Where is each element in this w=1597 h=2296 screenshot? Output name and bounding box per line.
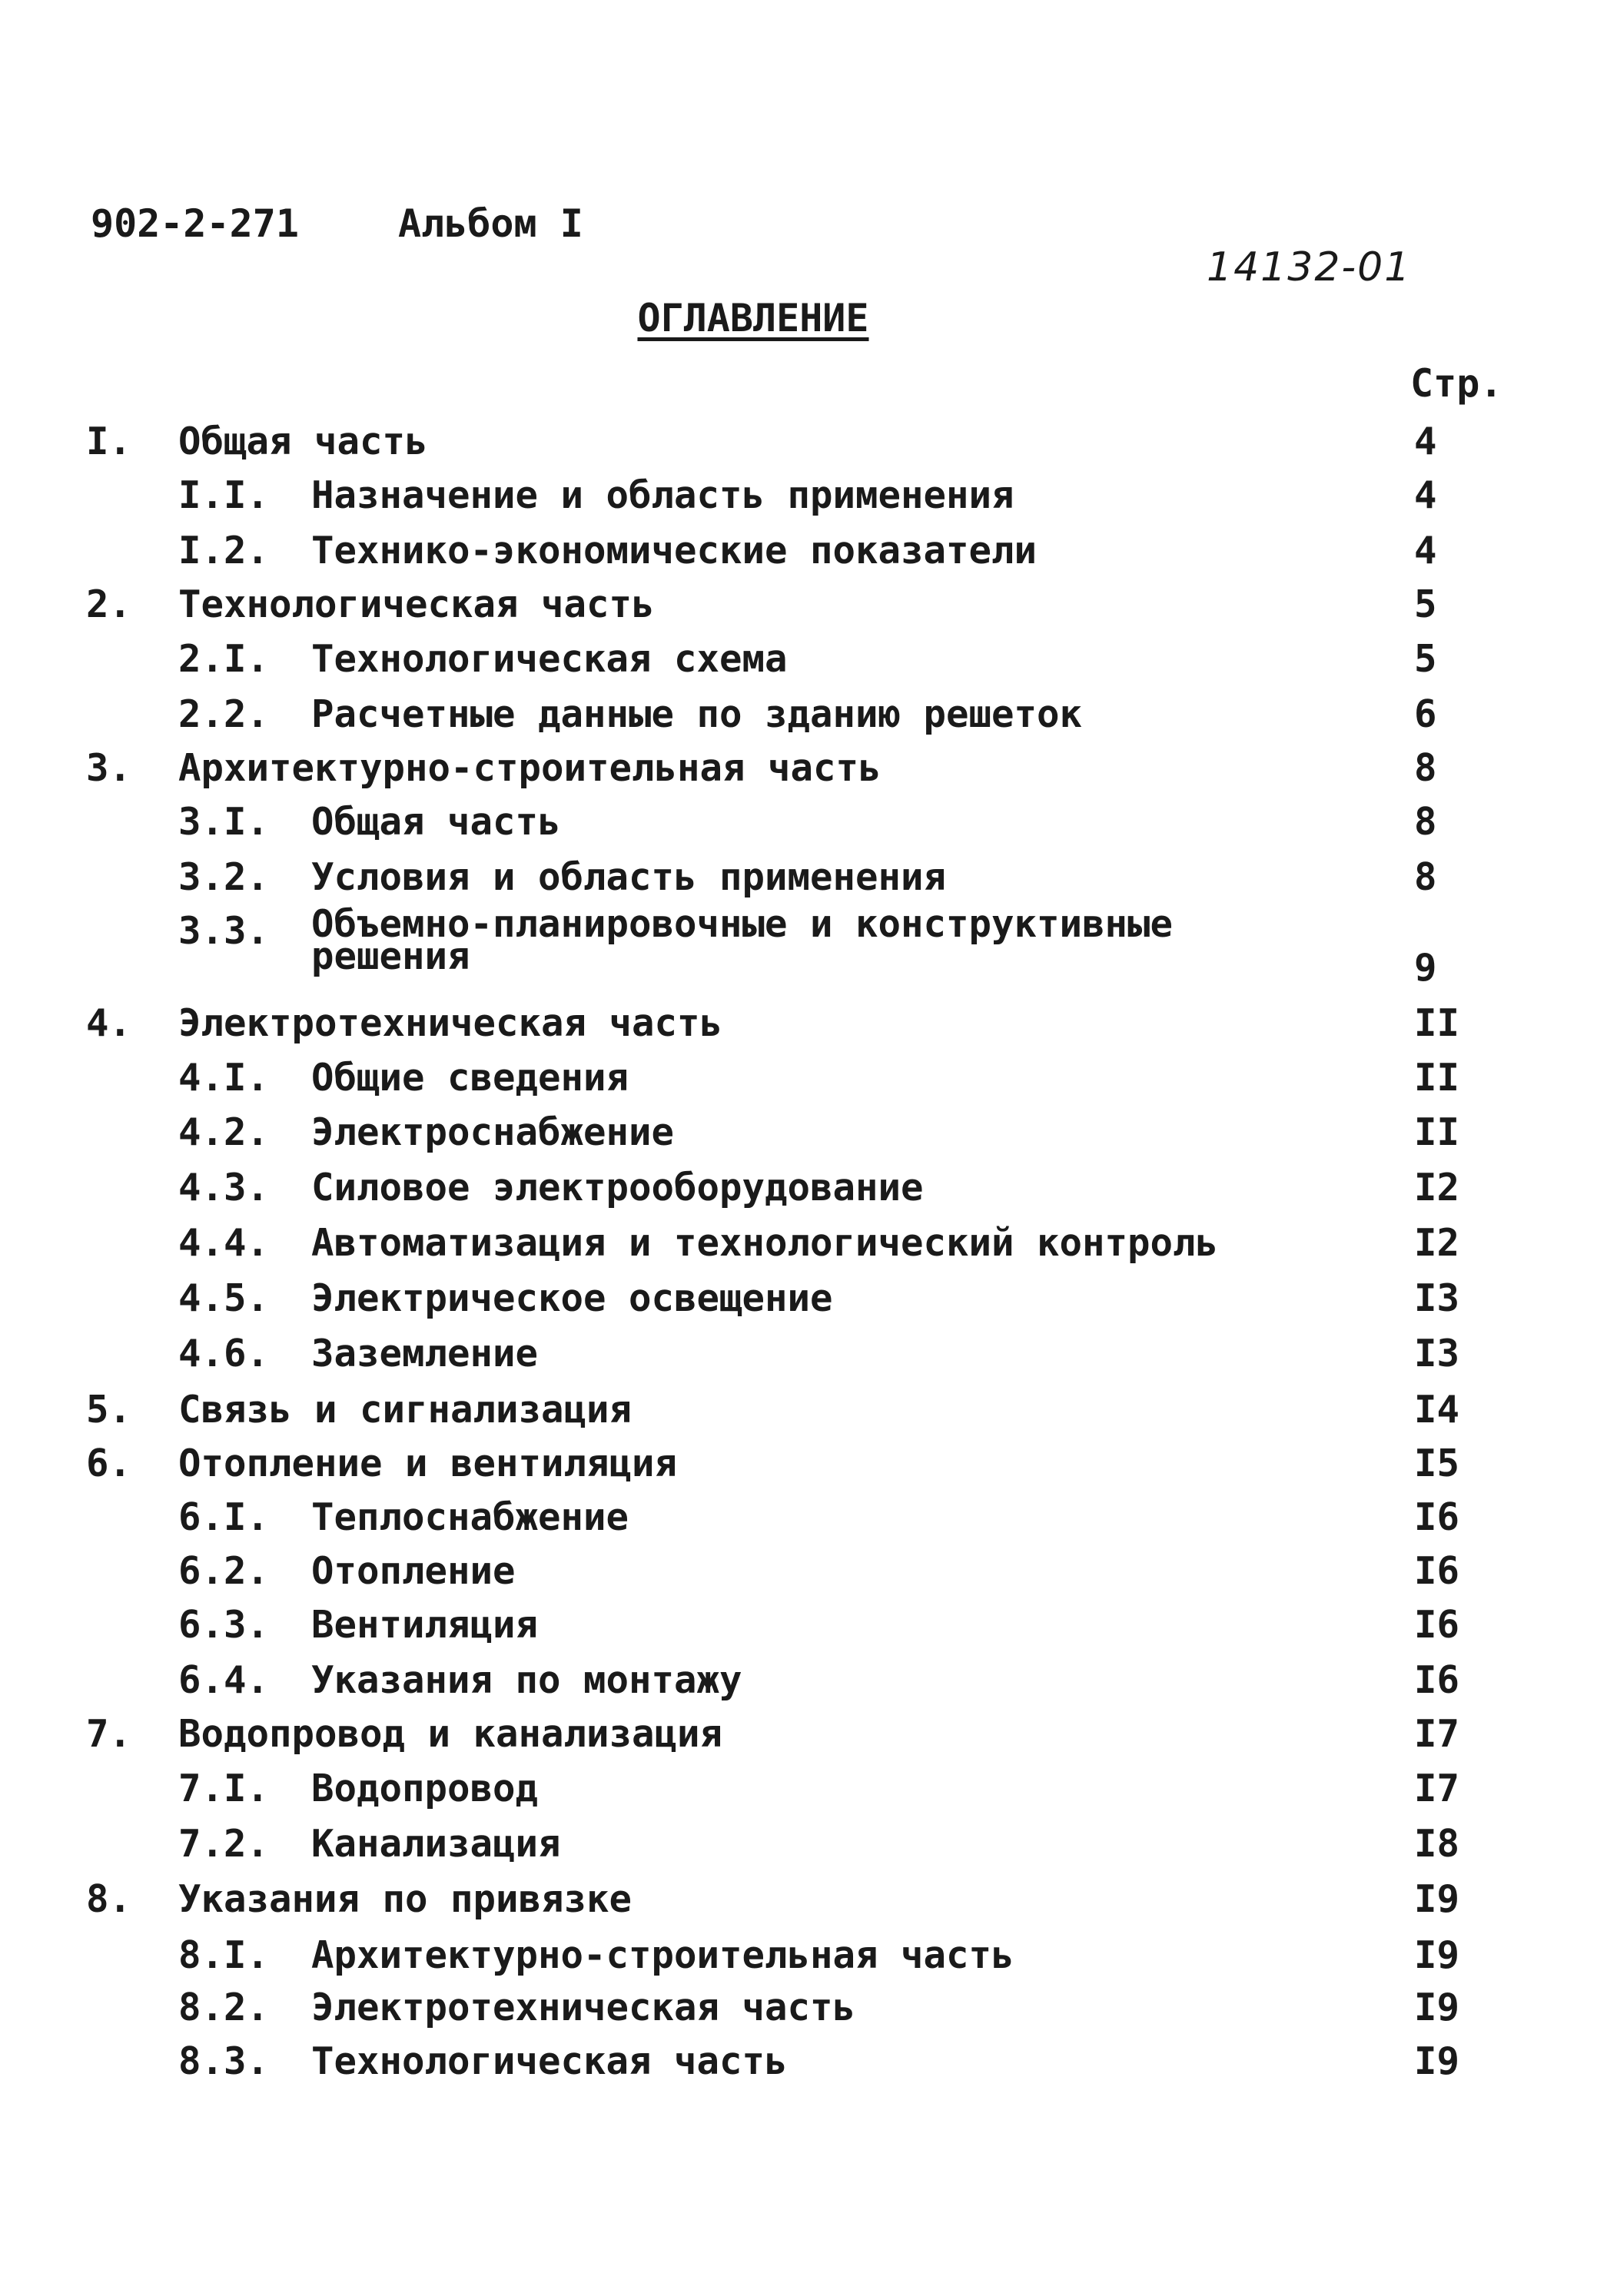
- toc-entry-page: I7: [1414, 1767, 1460, 1810]
- toc-entry: [0, 1766, 1597, 1821]
- toc-entry: [0, 1985, 1597, 2040]
- toc-entry-title: Водопровод и канализация: [178, 1712, 723, 1756]
- toc-entry-page: I9: [1414, 1986, 1460, 2029]
- toc-entry-page: I2: [1414, 1166, 1460, 1209]
- toc-entry-page: II: [1414, 1056, 1460, 1100]
- toc-entry-title: Связь и сигнализация: [178, 1388, 632, 1432]
- toc-entry-number: 5.: [86, 1388, 132, 1432]
- album-label: Альбом I: [398, 201, 583, 246]
- toc-entry-page: 8: [1414, 746, 1437, 790]
- toc-entry-page: I4: [1414, 1388, 1460, 1432]
- toc-entry-title: Технико-экономические показатели: [311, 529, 1038, 572]
- toc-entry-page: 8: [1414, 855, 1437, 899]
- toc-entry: [0, 1933, 1597, 1988]
- toc-entry: [0, 692, 1597, 747]
- toc-entry-number: 6.3.: [178, 1603, 270, 1647]
- toc-entry-title: Расчетные данные по зданию решеток: [311, 692, 1083, 736]
- toc-entry-page: I7: [1414, 1712, 1460, 1756]
- toc-entry-page: 4: [1414, 529, 1437, 572]
- toc-entry: [0, 799, 1597, 854]
- toc-entry: [0, 1821, 1597, 1876]
- toc-entry: [0, 1165, 1597, 1220]
- toc-entry-page: I6: [1414, 1495, 1460, 1539]
- toc-entry-page: I6: [1414, 1658, 1460, 1702]
- toc-entry: [0, 419, 1597, 474]
- toc-entry-number: 4.4.: [178, 1221, 270, 1265]
- page-title: ОГЛАВЛЕНИЕ: [637, 296, 869, 340]
- toc-entry-number: 8.2.: [178, 1986, 270, 2029]
- toc-entry-page: 8: [1414, 800, 1437, 844]
- toc-entry-title: Общая часть: [178, 420, 428, 463]
- toc-entry-number: 8.3.: [178, 2039, 270, 2083]
- toc-entry-page: I9: [1414, 1933, 1460, 1977]
- toc-entry-number: 4.5.: [178, 1276, 270, 1320]
- toc-entry-title: Общая часть: [311, 800, 561, 844]
- toc-entry-title: Технологическая часть: [178, 582, 655, 626]
- toc-entry-page: 4: [1414, 420, 1437, 463]
- toc-entry-title: Архитектурно-строительная часть: [311, 1933, 1014, 1977]
- toc-entry-number: I.: [86, 420, 132, 463]
- toc-entry-number: 6.4.: [178, 1658, 270, 1702]
- toc-entry: [0, 1055, 1597, 1110]
- toc-entry-title: Автоматизация и технологический контроль: [311, 1221, 1219, 1265]
- toc-entry-title: Отопление и вентиляция: [178, 1442, 678, 1485]
- toc-entry-page: I9: [1414, 1877, 1460, 1921]
- toc-entry-number: 6.I.: [178, 1495, 270, 1539]
- toc-entry-page: 6: [1414, 692, 1437, 736]
- toc-entry: [0, 636, 1597, 692]
- toc-entry: [0, 1441, 1597, 1496]
- toc-entry-title: Заземление: [311, 1332, 539, 1375]
- toc-entry: [0, 902, 1597, 990]
- toc-entry-title: Отопление: [311, 1549, 516, 1593]
- toc-entry-number: 4.2.: [178, 1110, 270, 1154]
- toc-entry-number: 6.: [86, 1442, 132, 1485]
- toc-entry: [0, 745, 1597, 801]
- toc-entry-title: Назначение и область применения: [311, 473, 1014, 517]
- toc-entry-number: 6.2.: [178, 1549, 270, 1593]
- toc-entry-page: 5: [1414, 582, 1437, 626]
- toc-entry-number: 3.2.: [178, 855, 270, 899]
- toc-entry: [0, 473, 1597, 528]
- toc-entry-page: 4: [1414, 473, 1437, 517]
- toc-entry-title: Силовое электрооборудование: [311, 1166, 924, 1209]
- toc-entry-number: I.2.: [178, 529, 270, 572]
- toc-entry: [0, 528, 1597, 583]
- toc-entry-number: I.I.: [178, 473, 270, 517]
- toc-entry-title: Технологическая схема: [311, 637, 788, 681]
- toc-entry: [0, 1000, 1597, 1056]
- toc-entry: [0, 1657, 1597, 1713]
- toc-entry: [0, 1220, 1597, 1276]
- toc-entry-number: 3.I.: [178, 800, 270, 844]
- toc-entry-number: 4.6.: [178, 1332, 270, 1375]
- toc-entry-number: 8.: [86, 1877, 132, 1921]
- toc-entry-page: I3: [1414, 1332, 1460, 1375]
- toc-entry-number: 4.: [86, 1001, 132, 1045]
- toc-entry: [0, 1876, 1597, 1932]
- toc-entry-title: Электротехническая часть: [311, 1986, 856, 2029]
- toc-entry-title: Канализация: [311, 1822, 561, 1866]
- toc-entry-page: II: [1414, 1110, 1460, 1154]
- toc-entry-number: 4.I.: [178, 1056, 270, 1100]
- toc-entry-page: I6: [1414, 1549, 1460, 1593]
- toc-entry-page: I2: [1414, 1221, 1460, 1265]
- toc-entry-title: Объемно-планировочные и конструктивные решения: [311, 902, 1174, 978]
- toc-entry-title: Теплоснабжение: [311, 1495, 629, 1539]
- toc-entry-number: 7.: [86, 1712, 132, 1756]
- toc-entry-title: Электрическое освещение: [311, 1276, 833, 1320]
- toc-entry-title: Общие сведения: [311, 1056, 629, 1100]
- toc-entry-number: 2.: [86, 582, 132, 626]
- toc-entry: [0, 1331, 1597, 1386]
- toc-entry: [0, 1548, 1597, 1604]
- toc-entry-number: 3.3.: [178, 909, 270, 953]
- toc-entry: [0, 2039, 1597, 2094]
- toc-entry-title: Технологическая часть: [311, 2039, 788, 2083]
- handwritten-number: 14132-01: [1207, 244, 1412, 290]
- toc-entry-page: 5: [1414, 637, 1437, 681]
- toc-entry-number: 7.2.: [178, 1822, 270, 1866]
- page-column-label: Стр.: [1410, 361, 1503, 406]
- toc-entry-number: 3.: [86, 746, 132, 790]
- toc-entry-title: Водопровод: [311, 1767, 539, 1810]
- toc-entry-page: II: [1414, 1001, 1460, 1045]
- toc-entry-title: Электротехническая часть: [178, 1001, 723, 1045]
- document-code: 902-2-271: [91, 201, 299, 246]
- toc-entry-number: 2.2.: [178, 692, 270, 736]
- toc-entry: [0, 1602, 1597, 1657]
- toc-entry-page: I3: [1414, 1276, 1460, 1320]
- toc-entry-page: I6: [1414, 1603, 1460, 1647]
- toc-entry-number: 2.I.: [178, 637, 270, 681]
- toc-entry: [0, 1711, 1597, 1767]
- toc-entry-page: I5: [1414, 1442, 1460, 1485]
- toc-entry-title: Архитектурно-строительная часть: [178, 746, 882, 790]
- toc-entry: [0, 1495, 1597, 1550]
- toc-entry-number: 7.I.: [178, 1767, 270, 1810]
- toc-entry-page: I9: [1414, 2039, 1460, 2083]
- toc-entry-number: 8.I.: [178, 1933, 270, 1977]
- toc-entry-title: Электроснабжение: [311, 1110, 675, 1154]
- toc-entry-page: 9: [1414, 946, 1437, 990]
- toc-entry: [0, 1387, 1597, 1442]
- toc-entry-page: I8: [1414, 1822, 1460, 1866]
- toc-entry-title: Условия и область применения: [311, 855, 947, 899]
- toc-entry-title: Вентиляция: [311, 1603, 539, 1647]
- toc-entry-title: Указания по монтажу: [311, 1658, 742, 1702]
- toc-entry: [0, 1276, 1597, 1331]
- toc-entry: [0, 1110, 1597, 1165]
- toc-entry: [0, 582, 1597, 637]
- toc-entry-title: Указания по привязке: [178, 1877, 632, 1921]
- toc-entry-number: 4.3.: [178, 1166, 270, 1209]
